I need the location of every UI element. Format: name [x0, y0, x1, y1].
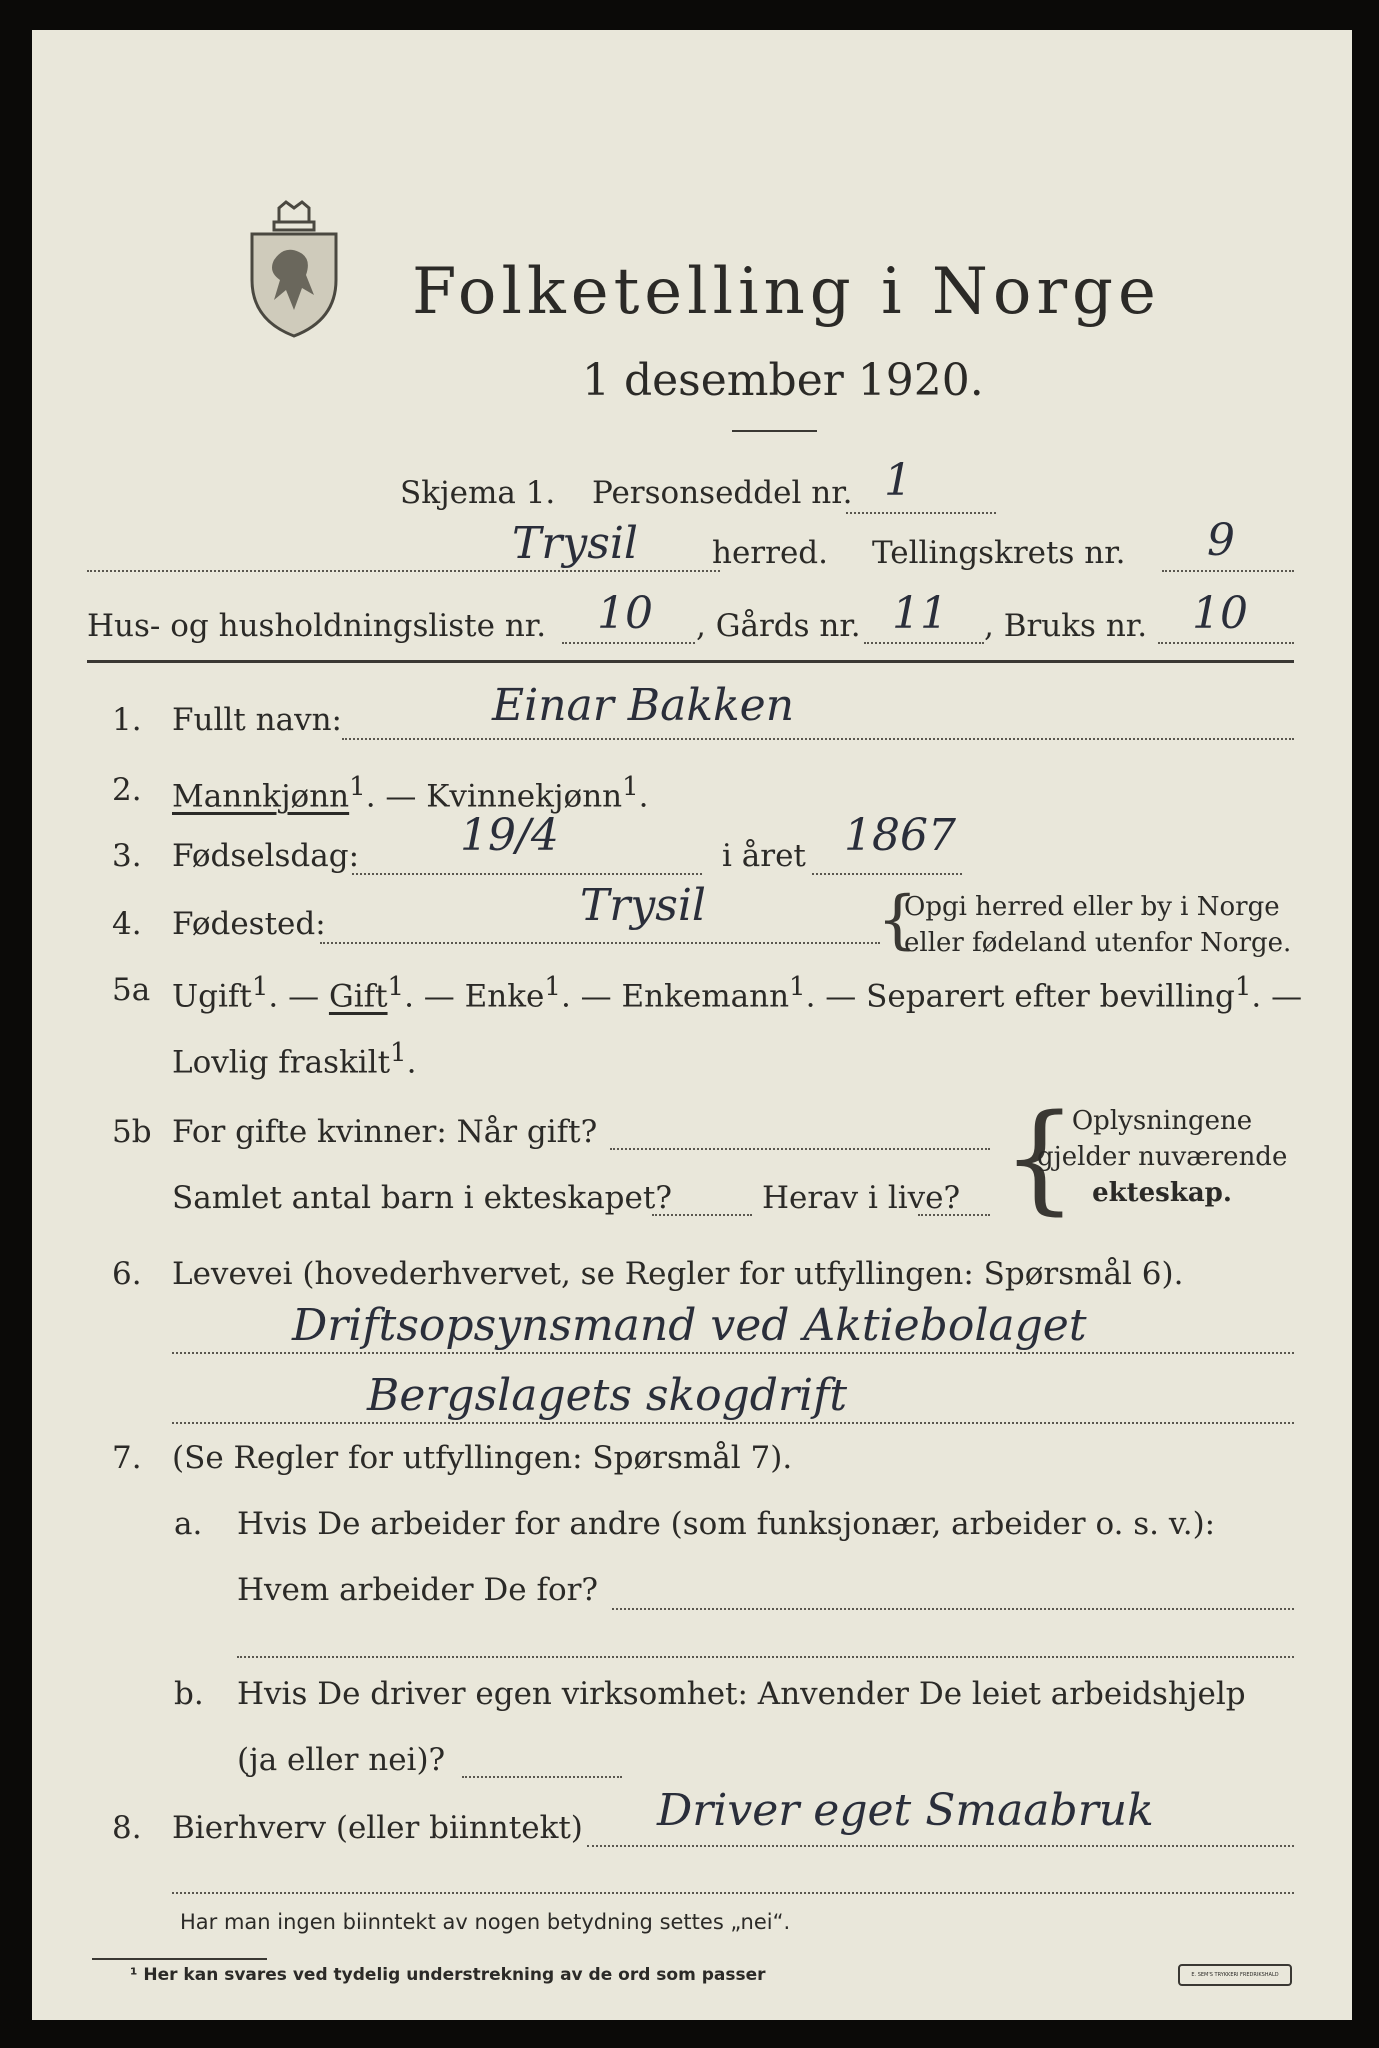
liste-value: 10 [597, 588, 653, 639]
q3-label: Fødselsdag: [172, 838, 360, 874]
gards-label: , Gårds nr. [696, 608, 861, 644]
q7a-text: Hvis De arbeider for andre (som funksjonær, arbeider o. s. v.): [237, 1506, 1216, 1542]
side-income-value: Driver eget Smaabruk [657, 1785, 1154, 1836]
bruks-label: , Bruks nr. [984, 608, 1148, 644]
liste-label: Hus- og husholdningsliste nr. [87, 608, 547, 644]
tellingskrets-value: 9 [1207, 515, 1235, 566]
form-title: Folketelling i Norge [412, 255, 1161, 329]
female-option: Kvinnekjønn [426, 778, 623, 815]
q6-label: Levevei (hovederhvervet, se Regler for utfyllingen: Spørsmål 6). [172, 1256, 1184, 1292]
q2-options: Mannkjønn$^1$. — Kvinnekjønn$^1$. [172, 772, 649, 815]
separert-option: Separert efter bevilling [866, 978, 1235, 1015]
gift-option: Gift [328, 978, 388, 1015]
birthplace-value: Trysil [580, 880, 706, 931]
q7-label: (Se Regler for utfyllingen: Spørsmål 7). [172, 1440, 793, 1476]
year-label: i året [722, 838, 806, 874]
gards-value: 11 [892, 588, 948, 639]
herred-label: herred. [712, 535, 828, 571]
footnote-divider [92, 1958, 267, 1960]
header-divider [87, 660, 1294, 663]
form-date: 1 desember 1920. [582, 355, 984, 406]
bruks-value: 10 [1192, 588, 1248, 639]
census-form: Folketelling i Norge 1 desember 1920. Skjema 1. Personseddel nr. 1 Trysil herred. Tellingskrets nr. 9 Hus- og husholdningsliste nr. 10 , Gårds nr. 11 , Bruks nr. 10 1. Fullt navn: Einar Bakken 2. Mannkjønn$^1$. — Kvinnekjønn$^1$. 3. Fødselsdag: 19/4 i året 1867 4. Fødested: Trysil { Opgi herred eller by i Norge eller fødeland utenfor Norge. 5a Ugift$^1$. — Gift$^1$. — Enke$^1$. — Enkemann$^1$. — Separert efter bevilling$^1$. — Lovlig fraskilt$^1$. 5b For gifte kvinner: Når gift? Samlet antal barn i ekteskapet? Herav i live? { Oplysningene gjelder nuværende ekteskap. 6. Levevei (hovederhvervet, se Regler for utfyllingen: Spørsmål 6). Driftsopsynsmand ved Aktiebolaget Bergslagets skogdrift 7. (Se Regler for utfyllingen: Spørsmål 7). a. Hvis De arbeider for andre (som funksjonær, arbeider o. s. v.): Hvem arbeider De for? b. Hvis De driver egen virksomhet: Anvender De leiet arbeidshjelp (ja eller nei)? 8. Bierhverv (eller biinntekt) Driver eget Smaabruk Har man ingen biinntekt av nogen betydning settes „nei“. ¹ Her kan svares ved tydelig understrekning av de ord som passer E. SEM'S TRYKKERI FREDRIKSHALD [32, 30, 1352, 2020]
herred-value: Trysil [512, 518, 638, 569]
q7b-number: b. [174, 1676, 204, 1712]
birthplace-note-1: Opgi herred eller by i Norge [904, 892, 1280, 922]
q7b-question: (ja eller nei)? [237, 1742, 446, 1778]
q5b-line-2b: Herav i live? [762, 1180, 961, 1216]
q5b-number: 5b [112, 1114, 152, 1150]
printer-stamp: E. SEM'S TRYKKERI FREDRIKSHALD [1178, 1964, 1292, 1986]
personseddel-label: Personseddel nr. [592, 475, 853, 511]
q5b-note-2: gjelder nuværende [1037, 1142, 1288, 1172]
q7-number: 7. [112, 1440, 142, 1476]
full-name-value: Einar Bakken [492, 680, 795, 731]
footnote: ¹ Her kan svares ved tydelig understrekning av de ord som passer [130, 1965, 766, 1985]
q5a-options: Ugift$^1$. — Gift$^1$. — Enke$^1$. — Enkemann$^1$. — Separert efter bevilling$^1$. — [172, 972, 1303, 1015]
q5b-note-3: ekteskap. [1092, 1178, 1232, 1208]
q5b-line-2a: Samlet antal barn i ekteskapet? [172, 1180, 672, 1216]
q4-number: 4. [112, 906, 142, 942]
q4-label: Fødested: [172, 906, 326, 942]
q8-number: 8. [112, 1810, 142, 1846]
schema-label: Skjema 1. [400, 475, 556, 511]
q7a-question: Hvem arbeider De for? [237, 1572, 599, 1608]
ugift-option: Ugift [172, 978, 252, 1015]
birthday-value: 19/4 [460, 810, 559, 861]
q7b-text: Hvis De driver egen virksomhet: Anvender De leiet arbeidshjelp [237, 1676, 1246, 1712]
q5b-line-1: For gifte kvinner: Når gift? [172, 1114, 598, 1150]
q3-number: 3. [112, 838, 142, 874]
bottom-note: Har man ingen biinntekt av nogen betydning settes „nei“. [180, 1910, 791, 1934]
occupation-line-1: Driftsopsynsmand ved Aktiebolaget [292, 1300, 1087, 1351]
q6-number: 6. [112, 1256, 142, 1292]
enkemann-option: Enkemann [621, 978, 790, 1015]
q8-label: Bierhverv (eller biinntekt) [172, 1810, 583, 1846]
occupation-line-2: Bergslagets skogdrift [367, 1370, 848, 1421]
male-option: Mannkjønn [172, 778, 350, 815]
birth-year-value: 1867 [844, 810, 956, 861]
personseddel-value: 1 [884, 455, 912, 506]
enke-option: Enke [464, 978, 545, 1015]
q5a-number: 5a [112, 972, 151, 1008]
q5b-note-1: Oplysningene [1071, 1106, 1253, 1136]
title-divider [732, 430, 817, 432]
q1-label: Fullt navn: [172, 702, 342, 738]
q2-number: 2. [112, 772, 142, 808]
fraskilt-option: Lovlig fraskilt$^1$. [172, 1038, 417, 1081]
q1-number: 1. [112, 702, 142, 738]
tellingskrets-label: Tellingskrets nr. [872, 535, 1126, 571]
coat-of-arms-icon [244, 200, 344, 340]
q7a-number: a. [174, 1506, 203, 1542]
birthplace-note-2: eller fødeland utenfor Norge. [904, 928, 1292, 958]
